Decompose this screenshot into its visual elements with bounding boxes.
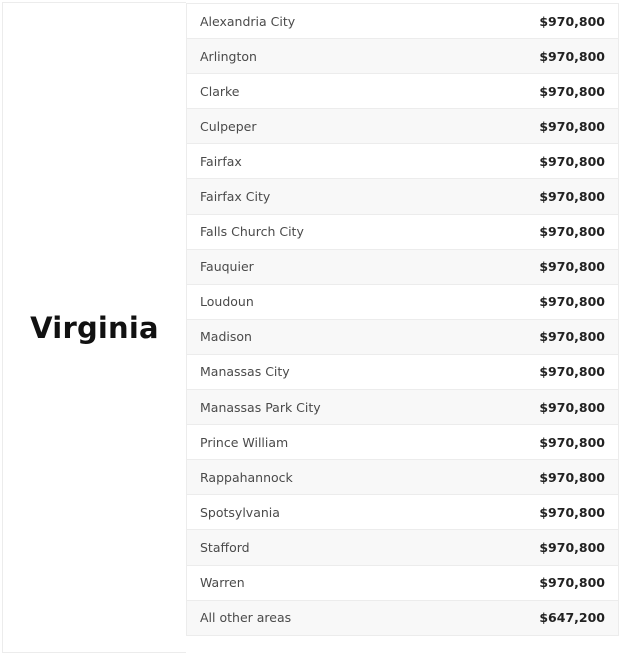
table-row [186, 424, 618, 459]
loan-limit: $970,800 [539, 504, 605, 520]
loan-limit: $970,800 [539, 329, 605, 345]
county-name: Fauquier [200, 259, 254, 275]
county-name: All other areas [200, 610, 292, 626]
county-name: Arlington [200, 48, 257, 64]
county-name: Rappahannock [200, 469, 293, 485]
loan-limit: $970,800 [539, 539, 605, 555]
table-row [186, 600, 618, 635]
county-name: Loudoun [200, 294, 254, 310]
table-row [186, 73, 618, 108]
table-row [186, 459, 618, 494]
state-name: Virginia [30, 310, 159, 345]
county-name: Fairfax City [200, 189, 271, 205]
county-name: Alexandria City [200, 13, 296, 29]
table-row [186, 529, 618, 564]
table-row [186, 494, 618, 529]
table-row [186, 178, 618, 213]
table-row [186, 249, 618, 284]
loan-limit: $970,800 [539, 224, 605, 240]
table-row [186, 108, 618, 143]
loan-limit: $970,800 [539, 364, 605, 380]
table-row [186, 354, 618, 389]
county-name: Culpeper [200, 118, 257, 134]
county-name: Fairfax [200, 153, 242, 169]
loan-limit: $970,800 [539, 83, 605, 99]
loan-limit: $970,800 [539, 13, 605, 29]
table-row [186, 143, 618, 178]
loan-limit: $970,800 [539, 294, 605, 310]
loan-limit: $970,800 [539, 469, 605, 485]
table-row [186, 284, 618, 319]
loan-limit: $970,800 [539, 189, 605, 205]
state-cell [2, 2, 186, 653]
county-name: Spotsylvania [200, 504, 280, 520]
county-name: Warren [200, 575, 245, 591]
table-row [186, 319, 618, 354]
table-row [186, 214, 618, 249]
table-row [186, 565, 618, 600]
loan-limit: $970,800 [539, 48, 605, 64]
loan-limit: $970,800 [539, 259, 605, 275]
table-row [186, 38, 618, 73]
loan-limit: $647,200 [539, 610, 605, 626]
table-row [186, 3, 618, 38]
county-rows [186, 3, 619, 636]
loan-limit: $970,800 [539, 575, 605, 591]
county-name: Stafford [200, 539, 250, 555]
county-name: Manassas Park City [200, 399, 321, 415]
county-name: Prince William [200, 434, 289, 450]
loan-limit: $970,800 [539, 434, 605, 450]
county-name: Manassas City [200, 364, 290, 380]
county-name: Clarke [200, 83, 240, 99]
loan-limit: $970,800 [539, 118, 605, 134]
county-name: Falls Church City [200, 224, 304, 240]
loan-limit: $970,800 [539, 153, 605, 169]
loan-limit: $970,800 [539, 399, 605, 415]
county-name: Madison [200, 329, 252, 345]
table-row [186, 389, 618, 424]
